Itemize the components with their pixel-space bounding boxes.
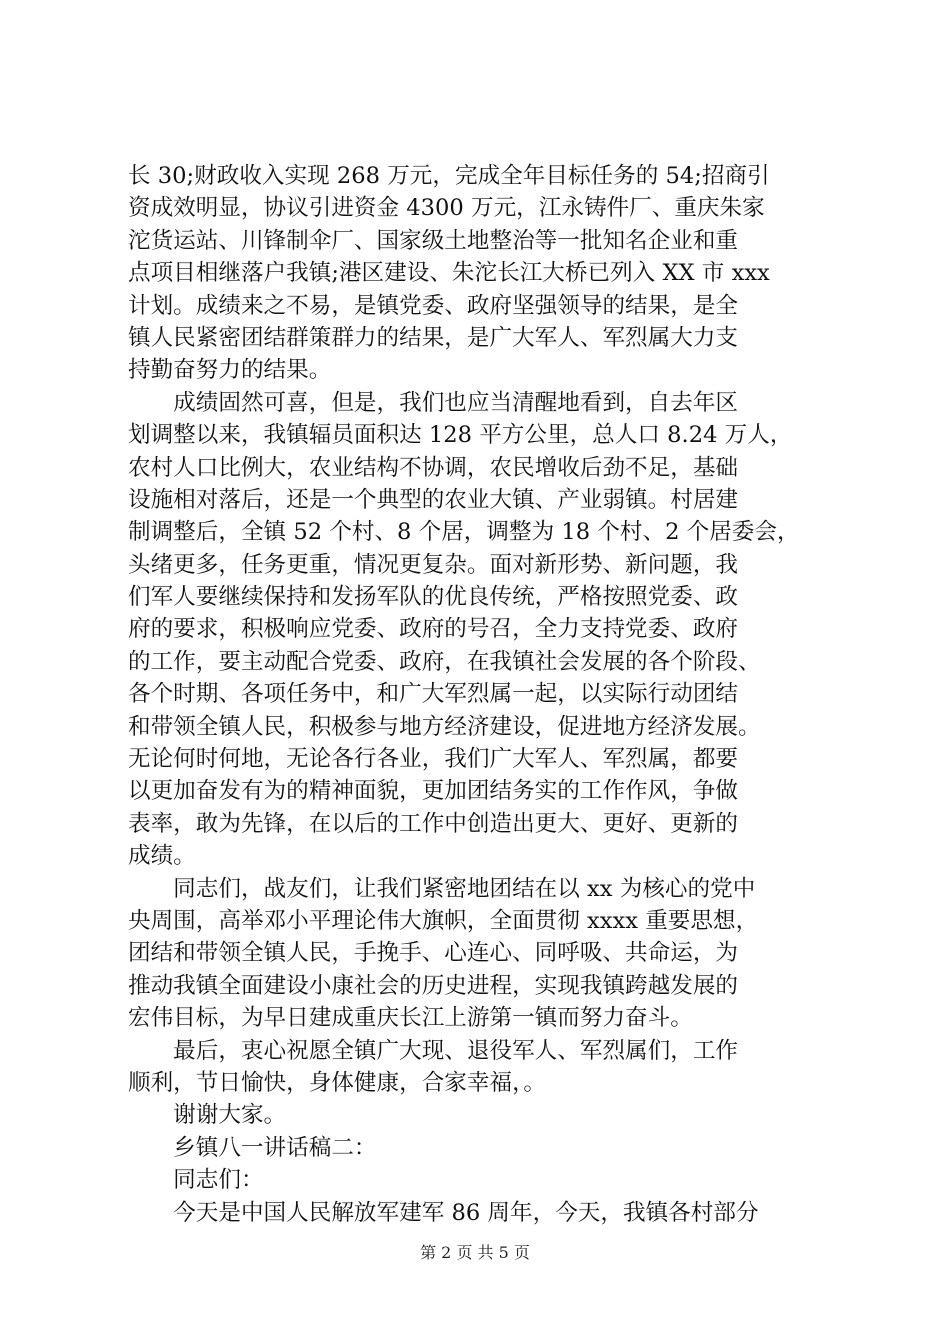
text-line: 镇人民紧密团结群策群力的结果，是广大军人、军烈属大力支 [128,324,739,351]
text-line: 府的要求，积极响应党委、政府的号召，全力支持党委、政府 [128,616,739,643]
text-line: 今天是中国人民解放军建军 86 周年，今天，我镇各村部分 [128,1199,759,1226]
text-line: 乡镇八一讲话稿二： [128,1134,377,1161]
body-text [128,160,838,1229]
text-line: 各个时期、各项任务中，和广大军烈属一起，以实际行动团结 [128,681,739,708]
page-footer: 第 2 页 共 5 页 [420,1243,530,1262]
text-line: 计划。成绩来之不易，是镇党委、政府坚强领导的结果，是全 [128,292,739,319]
text-line: 沱货运站、川锋制伞厂、国家级土地整治等一批知名企业和重 [128,227,739,254]
text-line: 以更加奋发有为的精神面貌，更加团结务实的工作作风，争做 [128,778,739,805]
text-line: 成绩固然可喜，但是，我们也应当清醒地看到，自去年区 [128,389,739,416]
text-line: 表率，敢为先锋，在以后的工作中创造出更大、更好、更新的 [128,810,739,837]
text-line: 同志们： [128,1167,264,1194]
text-line: 资成效明显，协议引进资金 4300 万元，江永铸件厂、重庆朱家 [128,195,765,222]
text-line: 持勤奋努力的结果。 [128,357,332,384]
text-line: 设施相对落后，还是一个典型的农业大镇、产业弱镇。村居建 [128,486,739,513]
text-line: 宏伟目标，为早日建成重庆长江上游第一镇而努力奋斗。 [128,1005,693,1032]
text-line: 点项目相继落户我镇;港区建设、朱沱长江大桥已列入 XX 市 xxx [128,260,770,287]
text-line: 成绩。 [128,843,196,870]
text-line: 的工作，要主动配合党委、政府，在我镇社会发展的各个阶段、 [128,648,761,675]
text-line: 头绪更多，任务更重，情况更复杂。面对新形势、新问题，我 [128,551,739,578]
text-line: 顺利，节日愉快，身体健康，合家幸福，。 [128,1069,546,1096]
text-line: 划调整以来，我镇辐员面积达 128 平方公里，总人口 8.24 万人， [128,422,793,449]
text-line: 团结和带领全镇人民，手挽手、心连心、同呼吸、共命运，为 [128,940,739,967]
text-line: 农村人口比例大，农业结构不协调，农民增收后劲不足，基础 [128,454,739,481]
text-line: 同志们，战友们，让我们紧密地团结在以 xx 为核心的党中 [128,875,756,902]
text-line: 谢谢大家。 [128,1102,287,1129]
text-line: 最后，衷心祝愿全镇广大现、退役军人、军烈属们，工作 [128,1037,739,1064]
text-line: 无论何时何地，无论各行各业，我们广大军人、军烈属，都要 [128,746,739,773]
text-line: 央周围，高举邓小平理论伟大旗帜，全面贯彻 xxxx 重要思想， [128,907,759,934]
text-line: 和带领全镇人民，积极参与地方经济建设，促进地方经济发展。 [128,713,761,740]
text-line: 制调整后，全镇 52 个村、8 个居，调整为 18 个村、2 个居委会， [128,519,800,546]
text-line: 们军人要继续保持和发扬军队的优良传统，严格按照党委、政 [128,584,739,611]
text-line: 长 30;财政收入实现 268 万元，完成全年目标任务的 54;招商引 [128,163,770,189]
text-line: 推动我镇全面建设小康社会的历史进程，实现我镇跨越发展的 [128,972,739,999]
